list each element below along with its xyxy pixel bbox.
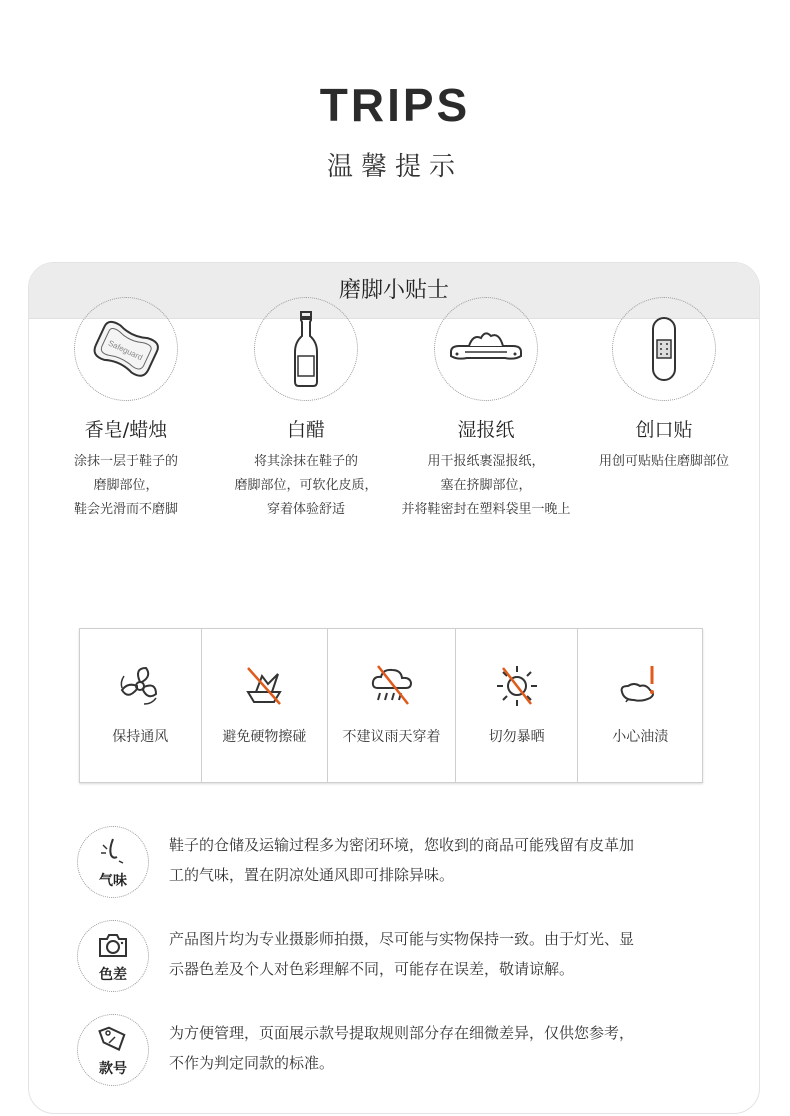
tip-desc-line: 磨脚部位， bbox=[93, 478, 159, 493]
tip-soap bbox=[31, 297, 221, 522]
tip-bandage bbox=[569, 297, 759, 474]
no-hard-objects-icon bbox=[240, 662, 288, 710]
note-badge-label: 款号 bbox=[99, 1061, 127, 1077]
tips-card bbox=[28, 262, 760, 1114]
care-cell bbox=[578, 629, 702, 782]
page-subtitle: 温馨提示 bbox=[326, 152, 463, 182]
tip-desc-line: 穿着体验舒适 bbox=[266, 502, 345, 517]
care-cell bbox=[328, 629, 456, 782]
note-badge-label: 气味 bbox=[99, 873, 127, 889]
tip-desc bbox=[31, 450, 221, 522]
no-rain-icon bbox=[368, 662, 416, 710]
tip-desc-line: 磨脚部位，可软化皮质， bbox=[234, 478, 378, 493]
smell-icon bbox=[97, 835, 129, 867]
tip-name: 白醋 bbox=[286, 419, 325, 441]
bandage-icon bbox=[612, 297, 716, 401]
care-cell bbox=[456, 629, 579, 782]
tip-desc bbox=[569, 450, 759, 474]
tip-name: 香皂/蜡烛 bbox=[84, 419, 168, 441]
no-sun-icon bbox=[493, 662, 541, 710]
note-style-number bbox=[77, 1014, 717, 1094]
oil-stain-icon bbox=[616, 662, 664, 710]
wet-wipes-icon bbox=[434, 297, 538, 401]
care-label: 避免硬物擦碰 bbox=[222, 729, 307, 745]
tag-icon bbox=[97, 1023, 129, 1055]
camera-icon bbox=[97, 929, 129, 961]
tip-desc-line: 并将鞋密封在塑料袋里一晚上 bbox=[401, 502, 571, 517]
tip-vinegar bbox=[211, 297, 401, 522]
note-text bbox=[169, 830, 709, 890]
tip-desc-line: 用创可贴贴住磨脚部位 bbox=[598, 454, 729, 469]
care-label: 小心油渍 bbox=[612, 729, 669, 745]
tip-desc-line: 将其涂抹在鞋子的 bbox=[253, 454, 358, 469]
note-line: 示器色差及个人对色彩理解不同，可能存在误差，敬请谅解。 bbox=[169, 960, 575, 978]
page-title: TRIPS bbox=[319, 79, 471, 131]
note-line: 鞋子的仓储及运输过程多为密闭环境，您收到的商品可能残留有皮革加 bbox=[169, 836, 635, 854]
care-label: 切勿暴晒 bbox=[488, 729, 545, 745]
tip-desc-line: 涂抹一层于鞋子的 bbox=[73, 454, 178, 469]
care-cell bbox=[80, 629, 202, 782]
color-badge bbox=[77, 920, 149, 992]
tip-name: 创口贴 bbox=[635, 419, 693, 441]
tip-desc-line: 鞋会光滑而不磨脚 bbox=[73, 502, 178, 517]
note-smell bbox=[77, 826, 717, 906]
note-color bbox=[77, 920, 717, 1000]
card-heading: 磨脚小贴士 bbox=[29, 263, 759, 319]
tip-desc bbox=[211, 450, 401, 522]
note-line: 工的气味，置在阴凉处通风即可排除异味。 bbox=[169, 866, 455, 884]
care-instructions-table bbox=[79, 628, 703, 783]
note-line: 为方便管理，页面展示款号提取规则部分存在细微差异，仅供您参考， bbox=[169, 1024, 635, 1042]
care-cell bbox=[202, 629, 329, 782]
tip-name: 湿报纸 bbox=[457, 419, 515, 441]
smell-badge bbox=[77, 826, 149, 898]
tag-badge bbox=[77, 1014, 149, 1086]
note-line: 不作为判定同款的标准。 bbox=[169, 1054, 335, 1072]
tip-newspaper bbox=[391, 297, 581, 522]
note-badge-label: 色差 bbox=[99, 967, 127, 983]
care-label: 不建议雨天穿着 bbox=[342, 729, 441, 745]
fan-icon bbox=[116, 662, 164, 710]
tip-desc-line: 塞在挤脚部位， bbox=[440, 478, 532, 493]
vinegar-bottle-icon bbox=[254, 297, 358, 401]
note-line: 产品图片均为专业摄影师拍摄，尽可能与实物保持一致。由于灯光、显 bbox=[169, 930, 635, 948]
care-label: 保持通风 bbox=[112, 729, 169, 745]
note-text bbox=[169, 924, 709, 984]
note-text bbox=[169, 1018, 709, 1078]
svg-text:Safeguard: Safeguard bbox=[106, 338, 144, 363]
tip-desc bbox=[391, 450, 581, 522]
soap-icon bbox=[74, 297, 178, 401]
tip-desc-line: 用干报纸裹湿报纸， bbox=[427, 454, 545, 469]
